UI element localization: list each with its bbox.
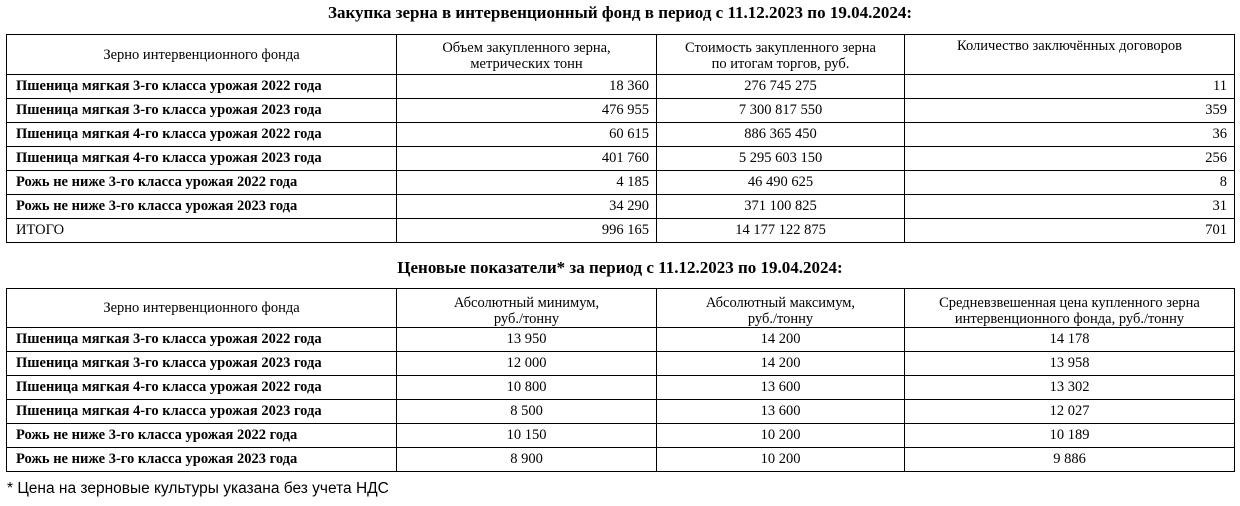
- purchase-title: Закупка зерна в интервенционный фонд в период с 11.12.2023 по 19.04.2024:: [328, 3, 912, 22]
- abs-min-cell: 13 950: [397, 328, 657, 352]
- abs-max-cell: 10 200: [657, 424, 905, 448]
- contracts-cell: 11: [905, 75, 1235, 99]
- purchase-total-row: [7, 219, 1235, 243]
- weighted-avg-cell: 9 886: [905, 448, 1235, 472]
- grain-name-cell: Пшеница мягкая 4-го класса урожая 2023 года: [7, 400, 397, 424]
- volume-cell: 401 760: [397, 147, 657, 171]
- purchase-row: [7, 99, 1235, 123]
- abs-max-cell: 14 200: [657, 328, 905, 352]
- abs-min-cell: 10 800: [397, 376, 657, 400]
- weighted-avg-cell: 14 178: [905, 328, 1235, 352]
- total-contracts: 701: [905, 219, 1235, 243]
- total-label: ИТОГО: [7, 219, 397, 243]
- grain-name-cell: Пшеница мягкая 3-го класса урожая 2022 года: [7, 328, 397, 352]
- volume-cell: 4 185: [397, 171, 657, 195]
- cost-cell: 371 100 825: [657, 195, 905, 219]
- price-table-header: [7, 289, 1235, 328]
- header-abs-min: Абсолютный минимум, руб./тонну: [397, 289, 657, 328]
- contracts-cell: 359: [905, 99, 1235, 123]
- purchase-row: [7, 123, 1235, 147]
- abs-max-cell: 10 200: [657, 448, 905, 472]
- price-row: [7, 376, 1235, 400]
- contracts-cell: 256: [905, 147, 1235, 171]
- contracts-cell: 31: [905, 195, 1235, 219]
- grain-name-cell: Рожь не ниже 3-го класса урожая 2022 года: [7, 171, 397, 195]
- volume-cell: 476 955: [397, 99, 657, 123]
- prices-title: Ценовые показатели* за период с 11.12.2023 по 19.04.2024:: [397, 258, 843, 277]
- price-row: [7, 448, 1235, 472]
- abs-min-cell: 8 500: [397, 400, 657, 424]
- grain-name-cell: Пшеница мягкая 4-го класса урожая 2023 года: [7, 147, 397, 171]
- abs-max-cell: 13 600: [657, 376, 905, 400]
- price-table: [6, 288, 1235, 472]
- grain-name-cell: Пшеница мягкая 3-го класса урожая 2023 года: [7, 99, 397, 123]
- abs-max-cell: 13 600: [657, 400, 905, 424]
- volume-cell: 34 290: [397, 195, 657, 219]
- total-cost: 14 177 122 875: [657, 219, 905, 243]
- grain-name-cell: Пшеница мягкая 3-го класса урожая 2023 года: [7, 352, 397, 376]
- purchase-row: [7, 195, 1235, 219]
- weighted-avg-cell: 10 189: [905, 424, 1235, 448]
- abs-min-cell: 12 000: [397, 352, 657, 376]
- contracts-cell: 8: [905, 171, 1235, 195]
- volume-cell: 18 360: [397, 75, 657, 99]
- abs-max-cell: 14 200: [657, 352, 905, 376]
- purchase-table: [6, 34, 1235, 243]
- purchase-row: [7, 171, 1235, 195]
- grain-name-cell: Пшеница мягкая 4-го класса урожая 2022 года: [7, 376, 397, 400]
- grain-name-cell: Пшеница мягкая 3-го класса урожая 2022 года: [7, 75, 397, 99]
- contracts-cell: 36: [905, 123, 1235, 147]
- abs-min-cell: 10 150: [397, 424, 657, 448]
- price-row: [7, 328, 1235, 352]
- header-volume: Объем закупленного зерна, метрических тонн: [397, 35, 657, 75]
- cost-cell: 46 490 625: [657, 171, 905, 195]
- abs-min-cell: 8 900: [397, 448, 657, 472]
- footnote: * Цена на зерновые культуры указана без учета НДС: [7, 480, 389, 497]
- cost-cell: 5 295 603 150: [657, 147, 905, 171]
- cost-cell: 7 300 817 550: [657, 99, 905, 123]
- volume-cell: 60 615: [397, 123, 657, 147]
- total-volume: 996 165: [397, 219, 657, 243]
- weighted-avg-cell: 13 302: [905, 376, 1235, 400]
- purchase-row: [7, 147, 1235, 171]
- cost-cell: 276 745 275: [657, 75, 905, 99]
- header-grain: Зерно интервенционного фонда: [7, 289, 397, 328]
- header-weighted-avg: Средневзвешенная цена купленного зерна интервенционного фонда, руб./тонну: [905, 289, 1235, 328]
- header-cost: Стоимость закупленного зерна по итогам торгов, руб.: [657, 35, 905, 75]
- header-abs-max: Абсолютный максимум, руб./тонну: [657, 289, 905, 328]
- purchase-row: [7, 75, 1235, 99]
- header-grain: Зерно интервенционного фонда: [7, 35, 397, 75]
- price-row: [7, 352, 1235, 376]
- weighted-avg-cell: 13 958: [905, 352, 1235, 376]
- grain-name-cell: Рожь не ниже 3-го класса урожая 2023 года: [7, 448, 397, 472]
- grain-name-cell: Рожь не ниже 3-го класса урожая 2022 года: [7, 424, 397, 448]
- grain-name-cell: Рожь не ниже 3-го класса урожая 2023 года: [7, 195, 397, 219]
- grain-name-cell: Пшеница мягкая 4-го класса урожая 2022 года: [7, 123, 397, 147]
- cost-cell: 886 365 450: [657, 123, 905, 147]
- weighted-avg-cell: 12 027: [905, 400, 1235, 424]
- price-row: [7, 424, 1235, 448]
- purchase-table-header: [7, 35, 1235, 75]
- price-row: [7, 400, 1235, 424]
- header-contracts: Количество заключённых договоров: [905, 35, 1235, 75]
